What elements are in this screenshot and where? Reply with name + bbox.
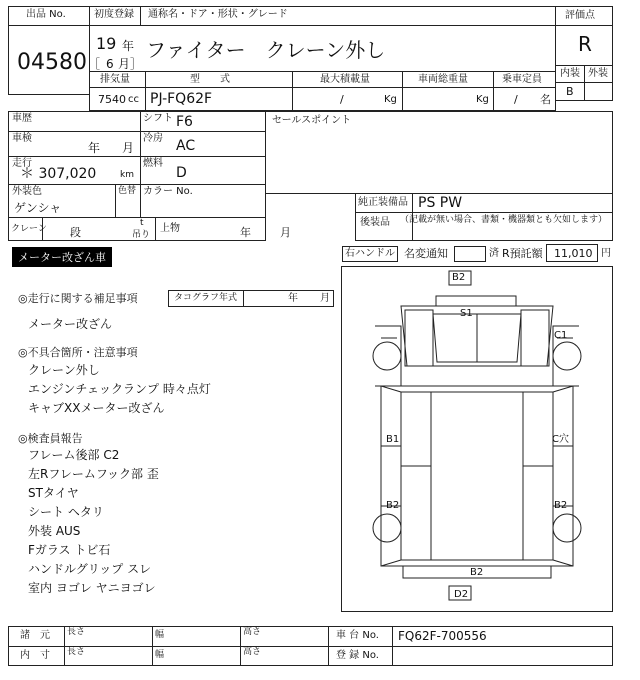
shift-value: F6 [176,114,193,130]
list-item: 室内 ヨゴレ ヤニヨゴレ [28,581,156,595]
damage-mark: B1 [386,434,400,445]
tire-front-right [553,342,581,370]
ac-value: AC [176,138,196,154]
color-value: ゲンシャ [14,201,62,215]
inspector-list [28,446,159,598]
lot-label: 出品 No. [26,9,66,20]
rating-label: 評価点 [565,10,595,21]
list-item: クレーン外し [28,363,100,377]
roof-marker [436,296,516,306]
tire-front-left [373,342,401,370]
equipment-value: PS PW [418,195,463,211]
recycle-amount: 11,010 [554,247,593,260]
first-reg-month: 6 [106,57,114,71]
truck-diagram [341,266,613,612]
list-item: ハンドルグリップ スレ [28,562,152,576]
defect-list [28,361,211,418]
model-name-label: 通称名・ドア・形状・グレード [148,9,288,20]
damage-mark: B2 [554,500,568,511]
first-reg-label: 初度登録 [94,9,134,20]
defect-title: ◎不具合箇所・注意事項 [18,346,138,359]
model-name: ファイター クレーン外し [146,38,386,62]
list-item: 外装 AUS [28,524,81,538]
damage-mark: B2 [452,272,466,283]
supplement-title: ◎走行に関する補足事項 [18,292,138,305]
damage-mark: B2 [386,500,400,511]
mileage-value: ＊ 307,020 [20,166,97,182]
list-item: キャブXXメーター改ざん [28,401,165,415]
damage-mark: B2 [470,567,484,578]
fuel-value: D [176,165,187,181]
tire-rear-right [553,514,581,542]
tire-rear-left [373,514,401,542]
rating-value: R [578,32,592,56]
list-item: フレーム後部 C2 [28,448,120,462]
displacement: 7540 [98,93,126,106]
damage-mark: C穴 [552,434,569,445]
lot-number: 04580 [17,50,87,75]
first-reg-year: 19 [96,34,117,53]
list-item: STタイヤ [28,486,79,500]
list-item: エンジンチェックランプ 時々点灯 [28,382,211,396]
name-change-box [454,246,486,262]
meter-tamper-banner: メーター改ざん車 [12,247,112,267]
list-item: シート ヘタリ [28,505,104,519]
damage-mark: D2 [454,589,469,600]
supplement-text: メーター改ざん [28,317,113,331]
damage-mark: S1 [460,308,473,319]
damage-mark: C1 [554,330,568,341]
chassis-number: FQ62F-700556 [398,629,487,643]
model-code: PJ-FQ62F [150,91,213,107]
bed-outline [381,386,573,566]
interior-grade: B [566,85,574,98]
inspector-title: ◎検査員報告 [18,432,83,445]
list-item: 左Rフレームフック部 歪 [28,467,159,481]
list-item: Fガラス トビ石 [28,543,111,557]
